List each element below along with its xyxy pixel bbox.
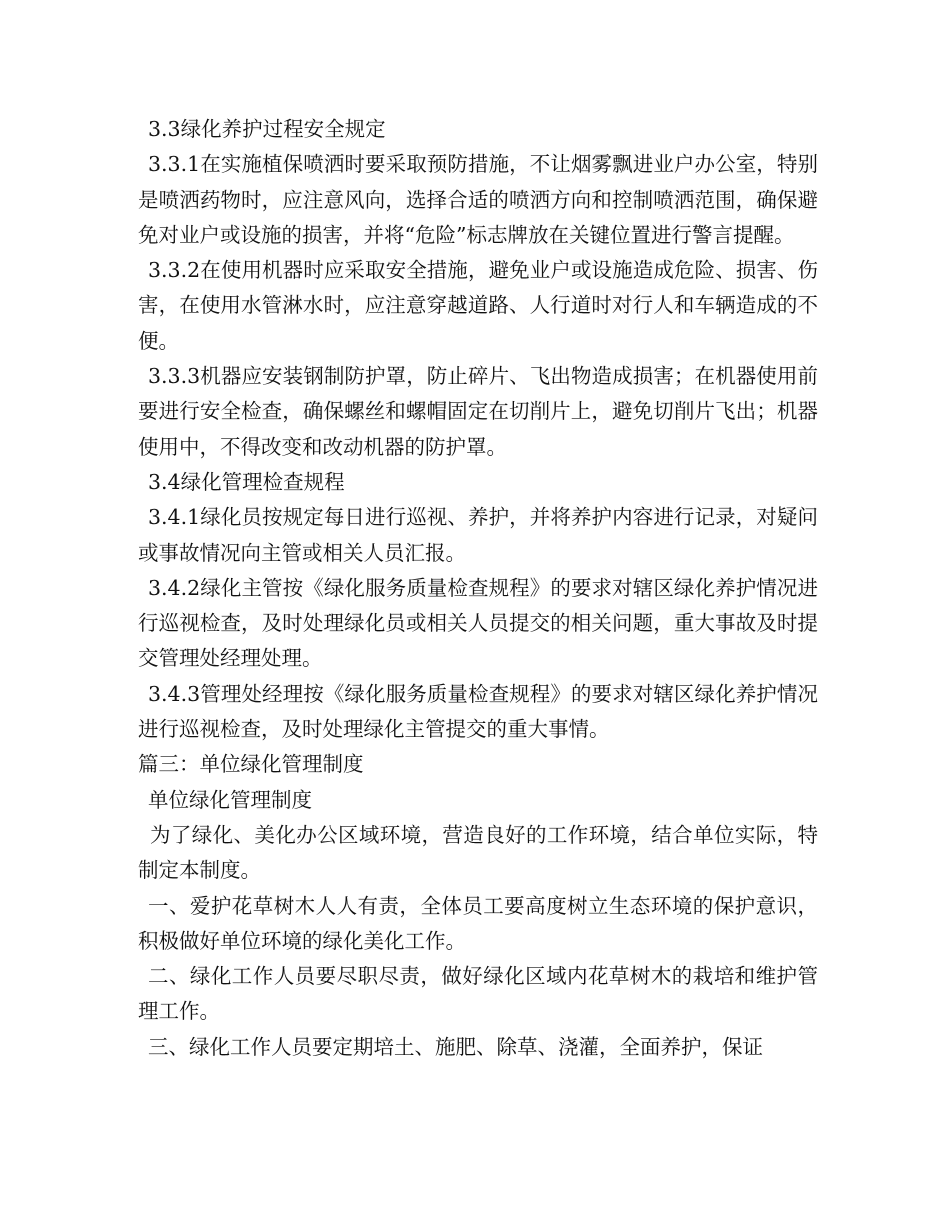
- document-body: [138, 112, 818, 1065]
- paragraph-3-3-1: 3.3.1在实施植保喷洒时要采取预防措施，不让烟雾飘进业户办公室，特别是喷洒药物时，应注意风向，选择合适的喷洒方向和控制喷洒范围，确保避免对业户或设施的损害，并将“危险”标志牌放在关键位置进行警言提醒。: [138, 152, 818, 247]
- paragraph-3-3-2: 3.3.2在使用机器时应采取安全措施，避免业户或设施造成危险、损害、伤害，在使用水管淋水时，应注意穿越道路、人行道时对行人和车辆造成的不便。: [138, 258, 818, 353]
- paragraph-3-4-1: 3.4.1绿化员按规定每日进行巡视、养护，并将养护内容进行记录，对疑问或事故情况向主管或相关人员汇报。: [138, 505, 818, 565]
- rule-3-paragraph: 三、绿化工作人员要定期培土、施肥、除草、浇灌，全面养护，保证: [148, 1034, 763, 1059]
- part-heading: 篇三：单位绿化管理制度: [138, 752, 364, 777]
- paragraph-3-4-2: 3.4.2绿化主管按《绿化服务质量检查规程》的要求对辖区绿化养护情况进行巡视检查，及时处理绿化员或相关人员提交的相关问题，重大事故及时提交管理处经理处理。: [138, 575, 818, 671]
- intro-paragraph: 为了绿化、美化办公区域环境，营造良好的工作环境，结合单位实际，特制定本制度。: [138, 822, 818, 883]
- section-heading-3-3: 3.3绿化养护过程安全规定: [148, 117, 386, 141]
- paragraph-3-3-3: 3.3.3机器应安装钢制防护罩，防止碎片、飞出物造成损害；在机器使用前要进行安全检查，确保螺丝和螺帽固定在切削片上，避免切削片飞出；机器使用中，不得改变和改动机器的防护罩。: [138, 364, 818, 459]
- rule-1-paragraph: 一、爱护花草树木人人有责，全体员工要高度树立生态环境的保护意识，积极做好单位环境的绿化美化工作。: [138, 893, 818, 953]
- rule-2-paragraph: 二、绿化工作人员要尽职尽责，做好绿化区域内花草树木的栽培和维护管理工作。: [138, 964, 818, 1024]
- document-title: 单位绿化管理制度: [148, 787, 312, 812]
- section-heading-3-4: 3.4绿化管理检查规程: [148, 469, 345, 494]
- paragraph-3-4-3: 3.4.3管理处经理按《绿化服务质量检查规程》的要求对辖区绿化养护情况进行巡视检查，及时处理绿化主管提交的重大事情。: [138, 681, 818, 742]
